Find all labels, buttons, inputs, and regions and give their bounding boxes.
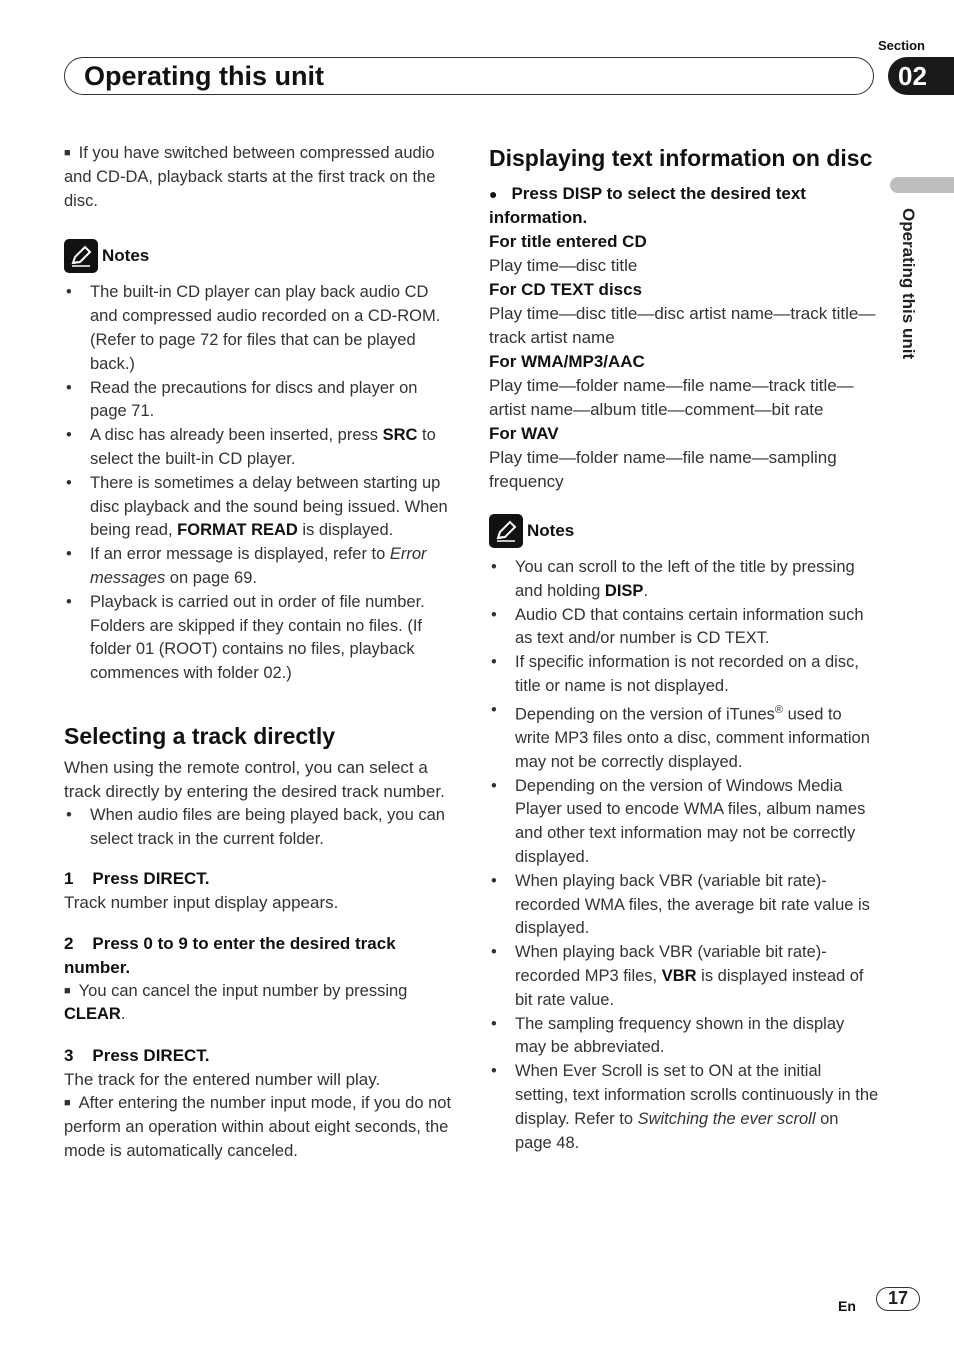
step-text: Press 0 to 9 to enter the desired track number. xyxy=(64,933,396,977)
notes-header xyxy=(489,514,879,548)
pencil-note-icon xyxy=(64,239,98,273)
side-tab-label: Operating this unit xyxy=(899,208,918,360)
note-bold: VBR xyxy=(661,967,697,986)
list-item xyxy=(489,556,879,604)
note-text: You can cancel the input number by pressing xyxy=(78,981,408,1000)
list-item xyxy=(64,377,454,425)
list-item xyxy=(64,424,454,472)
page-title: Operating this unit xyxy=(84,61,324,91)
list-item xyxy=(64,472,454,543)
side-tab xyxy=(890,177,954,193)
note-pre: You can scroll to the left of the title by pressing and holding xyxy=(515,558,855,600)
group-title: For CD TEXT discs xyxy=(489,280,643,299)
note-italic: Error messages xyxy=(90,545,427,587)
press-disp-instruction xyxy=(489,182,879,230)
step-2 xyxy=(64,932,454,980)
step-3-note xyxy=(64,1092,454,1163)
intro-note xyxy=(64,142,454,213)
select-track-intro: When using the remote control, you can select a track directly by entering the desired track number. xyxy=(64,757,445,801)
display-groups xyxy=(489,230,879,494)
step-number: 3 xyxy=(64,1046,74,1066)
note-pre: Depending on the version of Windows Media Player used to encode WMA files, album names and other text information may not be correctly displayed. xyxy=(515,776,866,867)
group-title: For WAV xyxy=(489,424,559,443)
note-pre: Playback is carried out in order of file number. Folders are skipped if they contain no files. (If folder 01 (ROOT) contains no files, playback commences with folder 02.) xyxy=(90,592,425,683)
step-text: Press DIRECT. xyxy=(92,1046,210,1066)
step-3 xyxy=(64,1044,454,1068)
note-pre: There is sometimes a delay between starting up disc playback and the sound being issued. When being read, xyxy=(90,473,448,540)
right-notes-list xyxy=(489,556,879,1155)
list-item xyxy=(489,941,879,1012)
list-item xyxy=(489,1013,879,1061)
language-label: En xyxy=(838,1298,856,1314)
note-pre: When playing back VBR (variable bit rate)-recorded WMA files, the average bit rate value is displayed. xyxy=(515,871,870,938)
note-post: on page 48. xyxy=(515,1109,839,1152)
section-label: Section xyxy=(878,38,925,53)
group-text: Play time—folder name—file name—sampling frequency xyxy=(489,448,837,491)
note-pre: A disc has already been inserted, press xyxy=(90,426,383,445)
clear-key-label: CLEAR xyxy=(64,1005,121,1024)
note-post: to select the built-in CD player. xyxy=(90,426,436,468)
note-post: on page 69. xyxy=(165,568,257,587)
left-column xyxy=(64,142,454,1164)
note-bold: DISP xyxy=(604,581,644,600)
list-item xyxy=(489,604,879,652)
note-pre: When playing back VBR (variable bit rate)-recorded MP3 files, xyxy=(515,943,827,986)
list-item xyxy=(489,699,879,775)
note-text-end: . xyxy=(120,1005,126,1024)
notes-label: Notes xyxy=(527,521,575,540)
press-disp-text: Press DISP to select the desired text information. xyxy=(489,184,806,227)
note-pre: The built-in CD player can play back audio CD and compressed audio recorded on a CD-ROM. (Refer to page 72 for files that can be played back.) xyxy=(90,283,441,373)
note-sup: ® xyxy=(774,703,784,716)
note-bold: SRC xyxy=(382,426,418,445)
notes-header xyxy=(64,239,454,273)
note-post: is displayed. xyxy=(297,521,394,540)
step-number: 2 xyxy=(64,933,74,953)
display-text-heading: Displaying text information on disc xyxy=(489,145,873,171)
note-post: used to write MP3 files onto a disc, comment information may not be correctly displayed. xyxy=(515,705,870,771)
notes-label: Notes xyxy=(102,246,150,266)
list-item xyxy=(64,281,454,376)
square-bullet-icon: ■ xyxy=(64,984,71,997)
list-item: • When audio files are being played back, you can select track in the current folder. xyxy=(64,804,454,852)
note-pre: The sampling frequency shown in the display may be abbreviated. xyxy=(515,1014,845,1057)
note-pre: If specific information is not recorded on a disc, title or name is not displayed. xyxy=(515,653,859,695)
note-italic: Switching the ever scroll xyxy=(637,1109,816,1128)
square-bullet-icon: ■ xyxy=(64,147,71,159)
step-1-desc: Track number input display appears. xyxy=(64,892,339,912)
step-text: Press DIRECT. xyxy=(92,868,210,888)
group-text: Play time—disc title xyxy=(489,256,638,275)
group-title: For WMA/MP3/AAC xyxy=(489,352,645,371)
note-text: After entering the number input mode, if you do not perform an operation within about eight seconds, the mode is automatically canceled. xyxy=(64,1094,452,1160)
section-number: 02 xyxy=(888,57,954,95)
select-track-heading: Selecting a track directly xyxy=(64,722,336,749)
list-item xyxy=(489,775,879,870)
note-pre: If an error message is displayed, refer to xyxy=(90,545,390,564)
note-pre: Depending on the version of iTunes xyxy=(515,705,775,724)
group-text: Play time—disc title—disc artist name—track title—track artist name xyxy=(489,304,876,347)
group-text: Play time—folder name—file name—track title—artist name—album title—comment—bit rate xyxy=(489,376,854,419)
note-post: . xyxy=(643,581,649,600)
step-2-note xyxy=(64,980,454,1028)
note-pre: Audio CD that contains certain information such as text and/or number is CD TEXT. xyxy=(515,605,864,648)
list-item xyxy=(489,870,879,941)
note-bold: FORMAT READ xyxy=(177,521,298,540)
step-1 xyxy=(64,867,454,891)
pencil-note-icon xyxy=(489,514,523,548)
step-3-desc: The track for the entered number will play. xyxy=(64,1070,381,1090)
group-title: For title entered CD xyxy=(489,232,647,251)
note-pre: When Ever Scroll is set to ON at the initial setting, text information scrolls continuously in the display. Refer to xyxy=(515,1062,879,1128)
select-track-bullets xyxy=(64,804,454,852)
list-item xyxy=(64,543,454,591)
step-number: 1 xyxy=(64,868,74,888)
note-pre: Read the precautions for discs and player on page 71. xyxy=(90,378,418,421)
right-column xyxy=(489,142,879,1155)
list-item xyxy=(489,651,879,699)
square-bullet-icon: ■ xyxy=(64,1097,71,1110)
note-post: is displayed instead of bit rate value. xyxy=(515,967,864,1009)
intro-note-text: If you have switched between compressed audio and CD-DA, playback starts at the first track on the disc. xyxy=(64,144,436,210)
dot-bullet-icon: ● xyxy=(489,186,498,202)
page-number: 17 xyxy=(876,1287,920,1311)
left-notes-list xyxy=(64,281,454,686)
list-item xyxy=(64,591,454,686)
list-item xyxy=(489,1060,879,1155)
